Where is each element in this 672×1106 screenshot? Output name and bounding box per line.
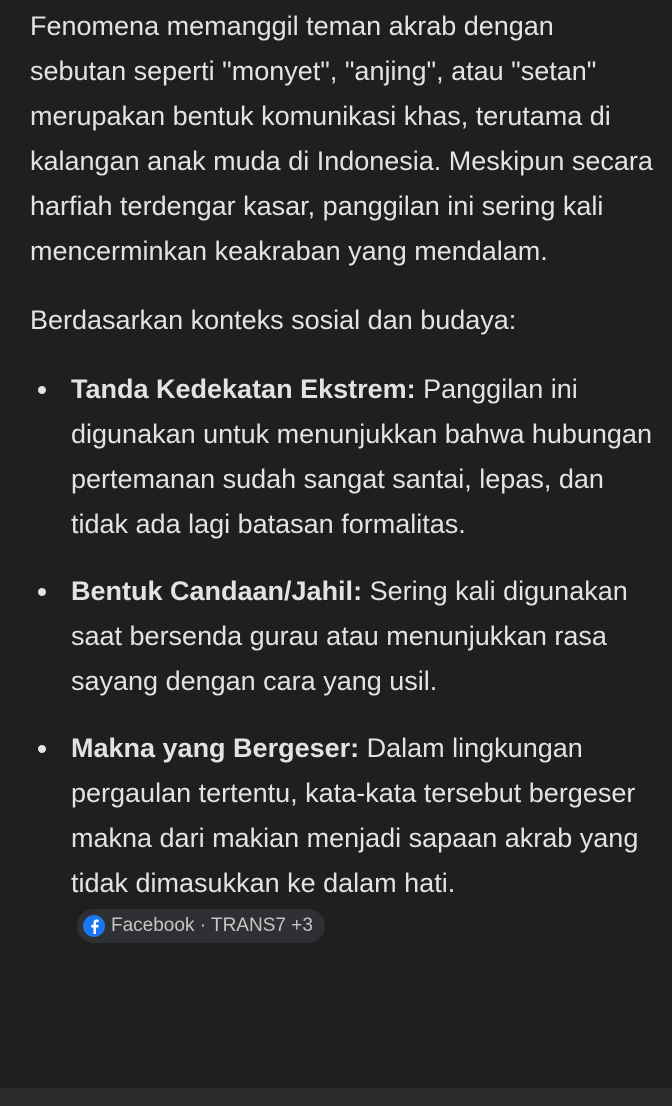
bullet-text: Sering kali digunakan saat bersenda gurau atau menunjukkan rasa sayang dengan cara yang usil. (71, 576, 628, 696)
list-item (30, 726, 654, 951)
bullet-term: Makna yang Bergeser: (71, 733, 360, 763)
list-item (30, 367, 654, 547)
bullet-term: Bentuk Candaan/Jahil: (71, 576, 363, 606)
list-item (30, 569, 654, 704)
bullet-dot-icon (38, 386, 46, 394)
bullet-text: Dalam lingkungan pergaulan tertentu, kata-kata tersebut bergeser makna dari makian menjadi sapaan akrab yang tidak dimasukkan ke dalam hati. (71, 733, 639, 898)
bottom-bar (0, 1088, 672, 1106)
intro-paragraph: Fenomena memanggil teman akrab dengan sebutan seperti "monyet", "anjing", atau "setan" merupakan bentuk komunikasi khas, terutama di kalangan anak muda di Indonesia. Meskipun secara harfiah terdengar kasar, panggilan ini sering kali mencerminkan keakraban yang mendalam. (30, 11, 653, 266)
bullet-dot-icon (38, 745, 46, 753)
context-lead-paragraph: Berdasarkan konteks sosial dan budaya: (30, 305, 517, 335)
bullet-list (30, 367, 654, 951)
ai-answer (30, 4, 654, 951)
bullet-term: Tanda Kedekatan Ekstrem: (71, 374, 416, 404)
source-chip-button[interactable] (77, 909, 325, 943)
bullet-dot-icon (38, 588, 46, 596)
source-chip-label: Facebook · TRANS7 +3 (111, 915, 313, 936)
bullet-text: Panggilan ini digunakan untuk menunjukkan bahwa hubungan pertemanan sudah sangat santai, lepas, dan tidak ada lagi batasan formalitas. (71, 374, 652, 539)
facebook-icon (83, 915, 105, 937)
